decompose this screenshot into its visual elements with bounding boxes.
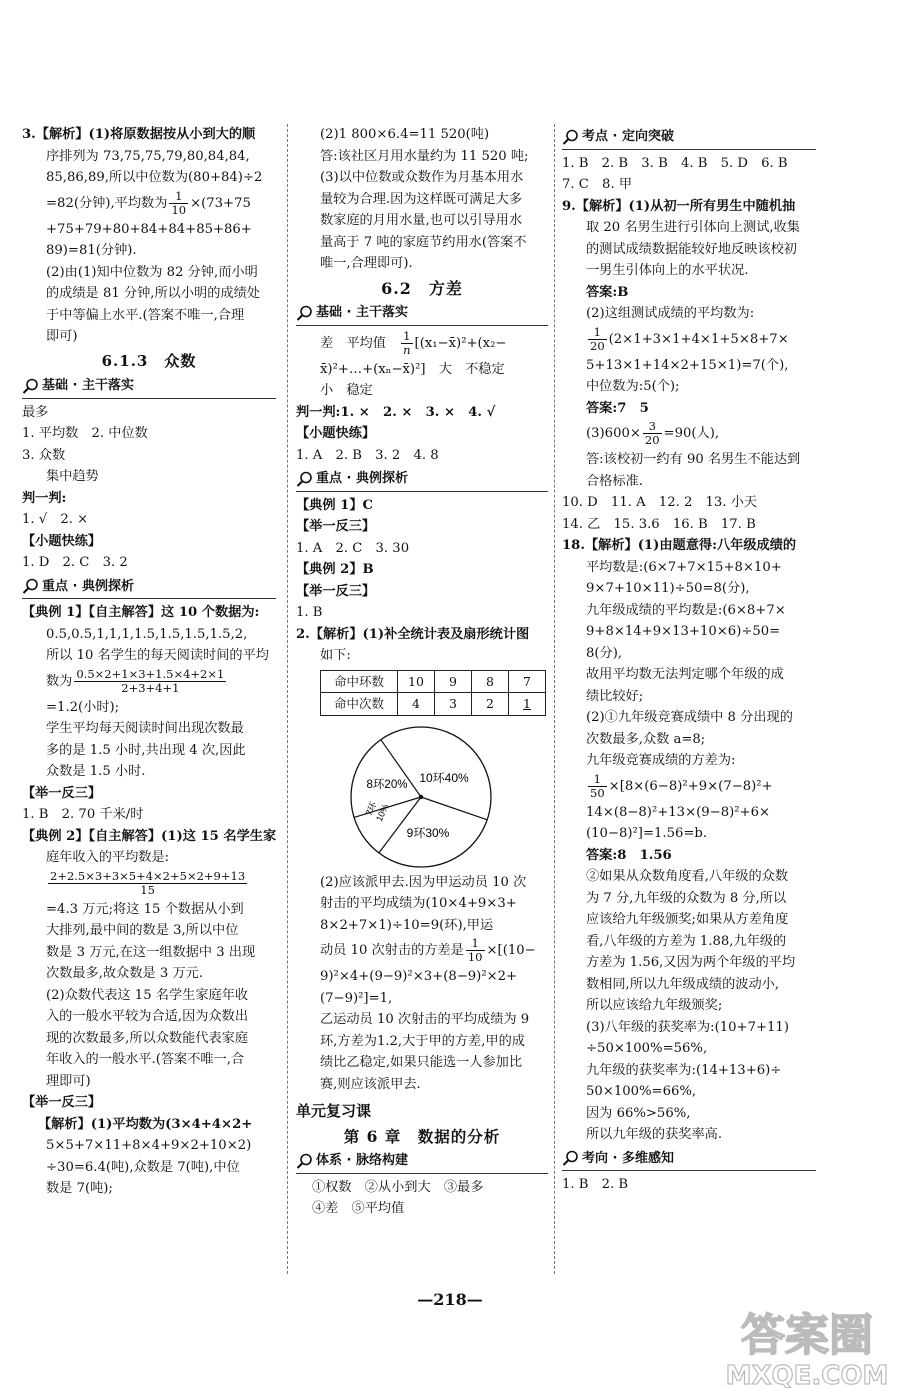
text-line: 次数最多,众数 a=8; — [586, 731, 706, 747]
watermark-cn: 答案圈 — [741, 1310, 873, 1361]
table-row — [321, 693, 546, 716]
text-line: 答案:8 1.56 — [586, 847, 672, 863]
text-line: 多的是 1.5 小时,共出现 4 次,因此 — [46, 742, 246, 758]
text-line: =1.2(小时); — [46, 699, 120, 715]
text-line: 平均数是:(6×7+7×15+8×10+ — [586, 559, 782, 575]
text-line: 0.5,0.5,1,1,1,1.5,1.5,1.5,1.5,2, — [46, 626, 248, 642]
text-line: =4.3 万元;将这 15 个数据从小到 — [46, 901, 244, 917]
text-line: 1. A 2. B 3. 2 4. 8 — [296, 447, 439, 463]
text-line: (2)众数代表这 15 名学生家庭年收 — [46, 987, 249, 1003]
magnifier-icon — [296, 471, 314, 487]
table-cell: 3 — [435, 693, 472, 716]
table-cell: 9 — [435, 670, 472, 693]
section-title: 6.2 方差 — [381, 278, 463, 298]
text-line: 因为 66%>56%, — [586, 1105, 691, 1121]
pie-slice-boundary-1 — [421, 797, 487, 820]
text-line: 中位数为:5(个); — [586, 379, 680, 394]
stats-table — [320, 670, 546, 716]
text-line: 1. B — [296, 605, 323, 620]
text-line: 射击的平均成绩为(10×4+9×3+ — [320, 896, 517, 911]
text-line: 1. B 2. B 3. B 4. B 5. D 6. B — [562, 155, 788, 171]
text-line: 次数最多,故众数是 3 万元. — [46, 966, 204, 981]
text-line: 1. B 2. B — [562, 1177, 629, 1192]
text-line: 小 稳定 — [320, 383, 373, 398]
text-line: 所以 10 名学生的每天阅读时间的平均 — [46, 648, 269, 663]
text-line: ①权数 ②从小到大 ③最多 — [312, 1179, 484, 1195]
text-line: 合格标准. — [586, 473, 643, 489]
text-line: ②如果从众数角度看,八年级的众数 — [586, 869, 789, 884]
column-divider-1 — [287, 124, 288, 1274]
text-line: 于中等偏上水平.(答案不唯一,合理 — [46, 307, 245, 323]
text-line: 最多 — [22, 404, 49, 420]
column-1 — [22, 124, 276, 1200]
fraction: $\frac{1}{10}$ — [171, 188, 187, 217]
text-line: 一男生引体向上的水平状况. — [586, 263, 749, 278]
magnifier-icon — [22, 578, 40, 594]
magnifier-icon — [22, 378, 40, 394]
text-line: 故用平均数无法判定哪个年级的成 — [586, 667, 784, 682]
text-line: 【小题快练】 — [22, 533, 102, 549]
text-line: ÷30=6.4(吨),众数是 7(吨),中位 — [46, 1159, 240, 1175]
column-3 — [562, 124, 816, 1196]
fraction: $\frac{1}{20}$ — [590, 324, 605, 353]
text-line: 1. √ 2. × — [22, 512, 89, 527]
text-line: 为 7 分,九年级的众数为 8 分,所以 — [586, 890, 787, 906]
text-line: 量较为合理.因为这样既可满足大多 — [320, 191, 523, 207]
text-line: 9.【解析】(1)从初一所有男生中随机抽 — [562, 198, 796, 214]
text-line: 1. A 2. C 3. 30 — [296, 540, 410, 556]
section-header: 基础 · 主干落实 — [296, 302, 548, 326]
fraction: $\frac{1}{n}$ — [403, 328, 411, 357]
text-line: 九年级成绩的平均数是:(6×8+7× — [586, 602, 786, 618]
text-line: 入的一般水平较为合适,因为众数出 — [46, 1009, 249, 1024]
text-line: $\frac{1}{50}$ ×[8×(6−8)²+9×(7−8)²+ — [590, 771, 773, 800]
text-line: 的测试成绩数据能较好地反映该校初 — [586, 241, 797, 257]
text-line: (2)由(1)知中位数为 82 分钟,而小明 — [46, 264, 258, 280]
table-cell: 1 — [509, 693, 546, 716]
text-line: (2)1 800×6.4=11 520(吨) — [320, 127, 490, 142]
table-cell: 4 — [398, 693, 435, 716]
section-header: 考向 · 多维感知 — [562, 1148, 816, 1172]
table-cell: 命中次数 — [321, 693, 398, 716]
pie-chart-wrap — [346, 722, 548, 872]
table-cell: 10 — [398, 670, 435, 693]
text-line: 【典例 1】C — [296, 497, 374, 513]
text-line: 数是 3 万元,在这一组数据中 3 出现 — [46, 944, 256, 960]
text-line: 差 平均值 $\frac{1}{n}$ [(x₁−x̄)²+(x₂− — [320, 328, 507, 357]
section-header: 重点 · 典例探析 — [22, 576, 276, 600]
text-line: 集中趋势 — [46, 469, 99, 484]
text-line: =82(分钟),平均数为 $\frac{1}{10}$ ×(73+75 — [46, 188, 251, 217]
text-line: 所以九年级的获奖率高. — [586, 1127, 723, 1142]
unit-review-title: 单元复习课 — [296, 1102, 372, 1120]
text-line: $\frac{1}{20}$ (2×1+3×1+4×1+5×8+7× — [590, 324, 789, 353]
text-line: 绩比较好; — [586, 688, 644, 704]
section-header: 重点 · 典例探析 — [296, 468, 548, 492]
text-line: 89)=81(分钟). — [46, 243, 137, 258]
pie-label-9: 9环30% — [406, 825, 450, 840]
page-number: —218— — [417, 1290, 483, 1309]
pie-chart — [346, 722, 496, 872]
text-line: 量高于 7 吨的家庭节约用水(答案不 — [320, 234, 527, 250]
text-line: 答案:B — [586, 284, 629, 300]
text-line: (2)这组测试成绩的平均数为: — [586, 306, 755, 321]
text-line: 1. B 2. 70 千米/时 — [22, 807, 144, 822]
text-line: 8×2+7×1)÷10=9(环),甲运 — [320, 917, 494, 933]
text-line: 看,八年级的方差为 1.88,九年级的 — [586, 933, 787, 949]
section-header: 考点 · 定向突破 — [562, 126, 816, 150]
text-line: 所以应该给九年级颁奖; — [586, 998, 723, 1013]
text-line: (3)以中位数或众数作为月基本用水 — [320, 170, 524, 185]
text-line: 答:该社区月用水量约为 11 520 吨; — [320, 148, 529, 164]
text-line: +75+79+80+84+84+85+86+ — [46, 221, 252, 237]
text-line: 应该给九年级颁奖;如果从方差角度 — [586, 912, 789, 927]
table-cell: 命中环数 — [321, 670, 398, 693]
table-cell: 2 — [472, 693, 509, 716]
text-line: 唯一,合理即可). — [320, 256, 413, 271]
text-line: 众数是 1.5 小时. — [46, 764, 146, 779]
text-line: 50×100%=66%, — [586, 1084, 697, 1099]
text-line: 14. 乙 15. 3.6 16. B 17. B — [562, 516, 756, 532]
watermark-text: MXQE.COM — [725, 1361, 889, 1388]
text-line: 九年级竞赛成绩的方差为: — [586, 753, 736, 768]
text-line: 5+13×1+14×2+15×1)=7(个), — [586, 357, 789, 373]
magnifier-icon — [562, 1150, 580, 1166]
text-line: 9×7+10×11)÷50=8(分), — [586, 581, 750, 596]
text-line: 数为 $\frac{0.5\times 2+1\times 3+1.5\times 4+2\times 1}{2+3+4+1}$ — [46, 666, 225, 695]
text-line: 年收入的一般水平.(答案不唯一,合 — [46, 1052, 245, 1067]
text-line: 即可) — [46, 329, 78, 344]
section-title: 6.1.3 众数 — [101, 351, 197, 370]
text-line: 1. D 2. C 3. 2 — [22, 555, 128, 570]
table-cell: 8 — [472, 670, 509, 693]
text-line: 9)²×4+(9−9)²×3+(8−9)²×2+ — [320, 969, 518, 984]
text-line: 14×(8−8)²+13×(9−8)²+6× — [586, 804, 771, 820]
text-line: 【举一反三】 — [296, 583, 376, 599]
text-line: 乙运动员 10 次射击的平均成绩为 9 — [320, 1012, 530, 1027]
text-line: 【举一反三】 — [22, 785, 102, 801]
text-line: 9+8×14+9×13+10×6)÷50= — [586, 624, 781, 639]
text-line: 九年级的获奖率为:(14+13+6)÷ — [586, 1062, 782, 1078]
text-line: 理即可) — [46, 1073, 91, 1089]
fraction: $\frac{2+2.5\times 3+3\times 5+4\times 2+5\times 2+9+13}{15}$ — [50, 868, 246, 897]
text-line: 赛,则应该派甲去. — [320, 1076, 421, 1092]
text-line: 绩比乙稳定,如果只能选一人参加比 — [320, 1055, 523, 1070]
magnifier-icon — [296, 305, 314, 321]
text-line: 【举一反三】 — [22, 1095, 102, 1110]
text-line: 取 20 名男生进行引体向上测试,收集 — [586, 220, 800, 235]
fraction: $\frac{1}{10}$ — [467, 936, 483, 964]
text-line: 现的次数最多,所以众数能代表家庭 — [46, 1030, 249, 1046]
text-line: 庭年收入的平均数是: — [46, 850, 170, 865]
magnifier-icon — [562, 129, 580, 145]
text-line: 7. C 8. 甲 — [562, 177, 633, 192]
text-line: 答:该校初一约有 90 名男生不能达到 — [586, 452, 801, 467]
text-line: 如下: — [320, 648, 351, 663]
text-line: 答案:7 5 — [586, 400, 649, 416]
table-row — [321, 670, 546, 693]
text-line: 8(分), — [586, 645, 623, 661]
text-line: 的成绩是 81 分钟,所以小明的成绩处 — [46, 286, 260, 301]
text-line: 【小题快练】 — [296, 426, 376, 441]
magnifier-icon — [296, 1153, 314, 1169]
text-line: 【举一反三】 — [296, 519, 376, 534]
text-line: 2.【解析】(1)补全统计表及扇形统计图 — [296, 626, 530, 642]
text-line: 环,方差为1.2,大于甲的方差,甲的成 — [320, 1033, 525, 1049]
text-line: (3)600× $\frac{3}{20}$ =90(人), — [586, 419, 720, 447]
text-line: 1. 平均数 2. 中位数 — [22, 426, 148, 441]
pie-label-7a: 7环 — [363, 799, 379, 817]
column-2 — [296, 124, 548, 1220]
text-line: 【解析】(1)平均数为(3×4+4×2+ — [38, 1116, 253, 1132]
watermark-logo — [718, 1300, 896, 1388]
text-line: 序排列为 73,75,75,79,80,84,84, — [46, 148, 250, 164]
text-line: 5×5+7×11+8×4+9×2+10×2) — [46, 1138, 252, 1153]
text-line: ÷50×100%=56%, — [586, 1041, 708, 1056]
text-line: 3. 众数 — [22, 447, 66, 463]
text-line: 18.【解析】(1)由题意得:八年级成绩的 — [562, 538, 797, 553]
text-line: 数家庭的月用水量,也可以引导用水 — [320, 213, 523, 228]
section-header: 基础 · 主干落实 — [22, 375, 276, 399]
text-line: (2)应该派甲去.因为甲运动员 10 次 — [320, 874, 527, 890]
text-line: 【典例 2】B — [296, 562, 374, 577]
pie-label-7b: 10% — [373, 801, 391, 823]
text-line: 【典例 2】【自主解答】(1)这 15 名学生家 — [22, 828, 277, 844]
pie-label-8: 8环20% — [366, 778, 408, 791]
pie-label-10: 10环40% — [419, 770, 469, 785]
text-line: 数相同,所以九年级成绩的波动小, — [586, 976, 780, 992]
text-line: x̄)²+…+(xₙ−x̄)²] 大 不稳定 — [320, 361, 505, 377]
text-line: 判一判:1. × 2. × 3. × 4. √ — [296, 404, 496, 420]
pie-center — [419, 794, 423, 798]
table-cell: 7 — [509, 670, 546, 693]
fraction: $\frac{0.5\times 2+1\times 3+1.5\times 4+2\times 1}{2+3+4+1}$ — [76, 666, 225, 695]
text-line: 数是 7(吨); — [46, 1181, 113, 1196]
fraction: $\frac{3}{20}$ — [644, 419, 660, 447]
text-line: 方差为 1.56,又因为两个年级的平均 — [586, 955, 796, 970]
column-divider-2 — [554, 124, 555, 1274]
text-line: 学生平均每天阅读时间出现次数最 — [46, 721, 244, 736]
text-line: 85,86,89,所以中位数为(80+84)÷2 — [46, 170, 263, 185]
text-line: (10−8)²]=1.56=b. — [586, 826, 708, 841]
text-line: 【典例 1】【自主解答】这 10 个数据为: — [22, 605, 260, 620]
text-line: 判一判: — [22, 490, 67, 506]
text-line: 大排列,最中间的数是 3,所以中位 — [46, 923, 239, 938]
text-line: (2)①九年级竞赛成绩中 8 分出现的 — [586, 710, 793, 725]
section-header: 体系 · 脉络构建 — [296, 1150, 548, 1174]
text-line: ④差 ⑤平均值 — [312, 1201, 405, 1216]
text-line — [22, 869, 276, 899]
text-line: 3.【解析】(1)将原数据按从小到大的顺 — [22, 127, 256, 142]
text-line: 动员 10 次射击的方差是 $\frac{1}{10}$ ×[(10− — [320, 936, 536, 964]
text-line: (3)八年级的获奖率为:(10+7+11) — [586, 1019, 789, 1035]
chapter-title: 第 6 章 数据的分析 — [343, 1126, 501, 1146]
text-line: 10. D 11. A 12. 2 13. 小天 — [562, 495, 758, 510]
fraction: $\frac{1}{50}$ — [590, 771, 605, 800]
text-line: (7−9)²]=1, — [320, 990, 393, 1006]
